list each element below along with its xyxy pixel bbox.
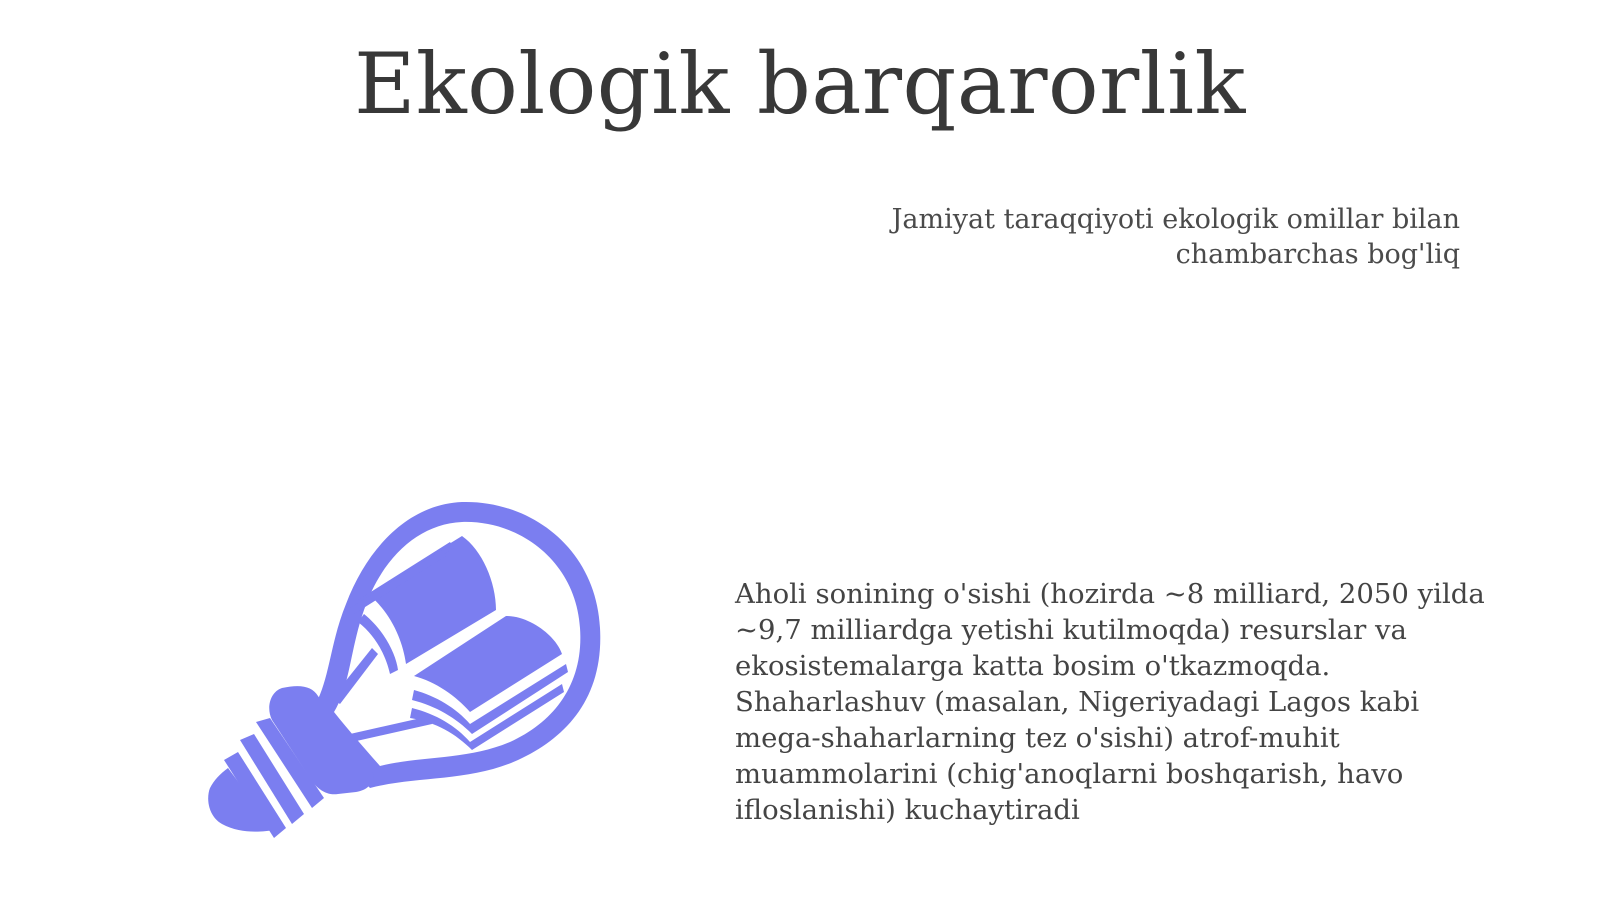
slide-title: Ekologik barqarorlik	[354, 35, 1246, 133]
lightbulb-book-icon	[200, 498, 630, 858]
slide-subtitle: Jamiyat taraqqiyoti ekologik omillar bilan chambarchas bog'liq	[891, 204, 1460, 270]
slide-body-text: Aholi sonining o'sishi (hozirda ~8 milliard, 2050 yilda ~9,7 milliardga yetishi kutilmoqda) resurslar va ekosistemalarga katta bosim o'tkazmoqda. Shaharlashuv (masalan, Nigeriyadagi Lagos kabi mega-shaharlarning tez o'sishi) atrof-muhit muammolarini (chig'anoqlarni boshqarish, havo ifloslanishi) kuchaytiradi	[735, 578, 1485, 826]
